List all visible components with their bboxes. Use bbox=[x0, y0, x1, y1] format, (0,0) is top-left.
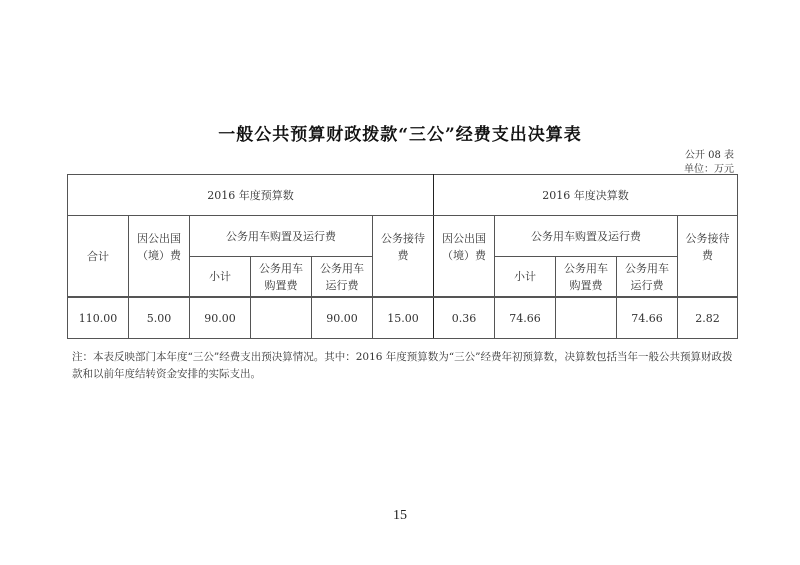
final-overseas-value: 0.36 bbox=[434, 297, 495, 339]
budget-reception-header: 公务接待费 bbox=[373, 216, 434, 298]
page-number: 15 bbox=[393, 508, 407, 523]
budget-reception-value: 15.00 bbox=[373, 297, 434, 339]
final-group-header: 2016 年度决算数 bbox=[434, 175, 738, 216]
final-vehicle-purchase-value bbox=[556, 297, 617, 339]
budget-vehicle-operation-header: 公务用车运行费 bbox=[312, 257, 373, 298]
final-vehicle-operation-header: 公务用车运行费 bbox=[617, 257, 678, 298]
footnote: 注：本表反映部门本年度“三公”经费支出预决算情况。其中：2016 年度预算数为“三公”经费年初预算数，决算数包括当年一般公共预算财政拨款和以前年度结转资金安排的实际支出。 bbox=[72, 351, 733, 380]
budget-overseas-header: 因公出国（境）费 bbox=[129, 216, 190, 298]
budget-overseas-value: 5.00 bbox=[129, 297, 190, 339]
three-public-expenses-table bbox=[67, 174, 738, 339]
final-overseas-header: 因公出国（境）费 bbox=[434, 216, 495, 298]
budget-total-header: 合计 bbox=[68, 216, 129, 298]
table-row bbox=[68, 297, 738, 339]
budget-vehicle-subtotal-value: 90.00 bbox=[190, 297, 251, 339]
document-title: 一般公共预算财政拨款“三公”经费支出决算表 bbox=[218, 125, 582, 145]
budget-vehicle-operation-value: 90.00 bbox=[312, 297, 373, 339]
budget-group-header: 2016 年度预算数 bbox=[68, 175, 434, 216]
final-reception-header: 公务接待费 bbox=[678, 216, 738, 298]
budget-total-value: 110.00 bbox=[68, 297, 129, 339]
budget-subtotal-header: 小计 bbox=[190, 257, 251, 298]
final-vehicle-subtotal-value: 74.66 bbox=[495, 297, 556, 339]
budget-vehicle-group-header: 公务用车购置及运行费 bbox=[190, 216, 373, 257]
unit-label: 单位：万元 bbox=[684, 164, 734, 175]
final-subtotal-header: 小计 bbox=[495, 257, 556, 298]
table-code: 公开 08 表 bbox=[684, 150, 734, 161]
final-vehicle-operation-value: 74.66 bbox=[617, 297, 678, 339]
final-vehicle-purchase-header: 公务用车购置费 bbox=[556, 257, 617, 298]
budget-vehicle-purchase-value bbox=[251, 297, 312, 339]
budget-vehicle-purchase-header: 公务用车购置费 bbox=[251, 257, 312, 298]
final-vehicle-group-header: 公务用车购置及运行费 bbox=[495, 216, 678, 257]
final-reception-value: 2.82 bbox=[678, 297, 738, 339]
